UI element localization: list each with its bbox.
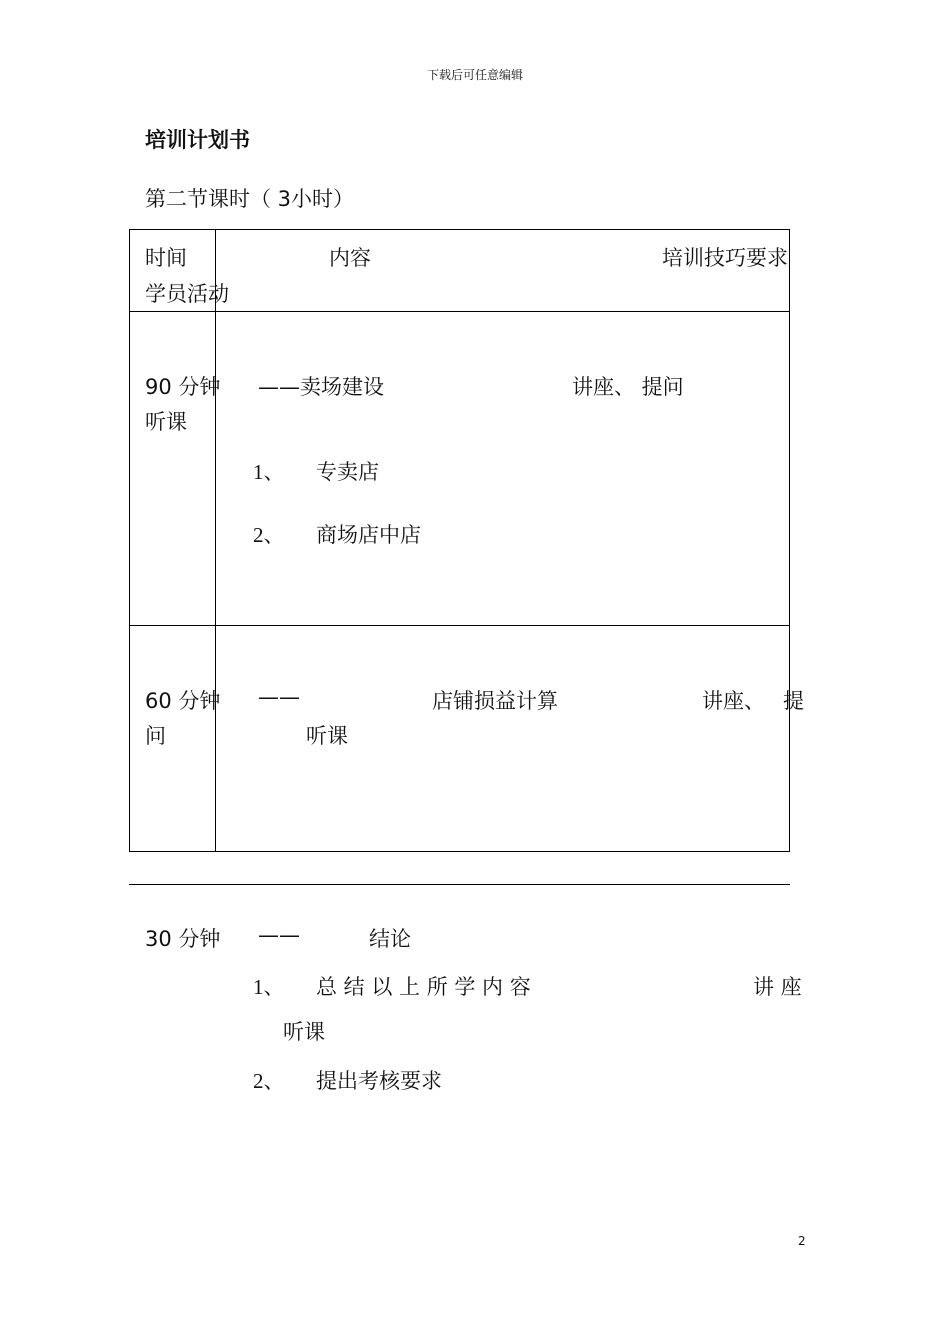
row1-item2-num: 2、 [253,523,285,547]
conclusion-item1-num: 1、 [253,975,285,999]
table-border-row2 [129,625,790,626]
header-time: 时间 [145,246,187,270]
row2-activity: 听课 [306,724,348,748]
table-border-col [215,229,216,852]
separator-line [129,884,790,885]
page-number: 2 [798,1234,806,1248]
row2-method-b: 提 [783,689,804,713]
conclusion-activity: 听课 [283,1020,325,1044]
document-title: 培训计划书 [145,128,250,152]
table-border-left [129,229,130,852]
row1-item1-text: 专卖店 [316,460,379,484]
session-subtitle: 第二节课时（ 3小时） [145,187,355,211]
row2-topic: 店铺损益计算 [432,689,558,713]
header-note: 下载后可任意编辑 [426,68,523,82]
table-border-row1 [129,311,790,312]
conclusion-item2-text: 提出考核要求 [316,1069,442,1093]
table-border-right [789,229,790,852]
table-border-bottom [129,851,790,852]
header-activity: 学员活动 [145,282,229,306]
row2-method-a: 讲座、 [702,689,765,713]
conclusion-dash: —— [258,923,300,947]
row2-dash: —— [258,685,300,709]
conclusion-item1-text: 总 结 以 上 所 学 内 容 [316,975,531,999]
conclusion-item2-num: 2、 [253,1069,285,1093]
table-border-top [129,229,790,230]
header-skills: 培训技巧要求 [662,246,788,270]
row1-method: 讲座、 提问 [572,375,684,399]
row1-activity: 听课 [145,410,187,434]
row2-time: 60 分钟 [145,689,221,713]
conclusion-topic: 结论 [369,927,411,951]
row1-topic: ——卖场建设 [258,375,384,399]
header-content: 内容 [329,246,371,270]
conclusion-time: 30 分钟 [145,927,221,951]
conclusion-item1-method: 讲 座 [753,975,802,999]
row1-time: 90 分钟 [145,375,221,399]
row1-item1-num: 1、 [253,460,285,484]
row1-item2-text: 商场店中店 [316,523,421,547]
row2-method-c: 问 [145,724,166,748]
